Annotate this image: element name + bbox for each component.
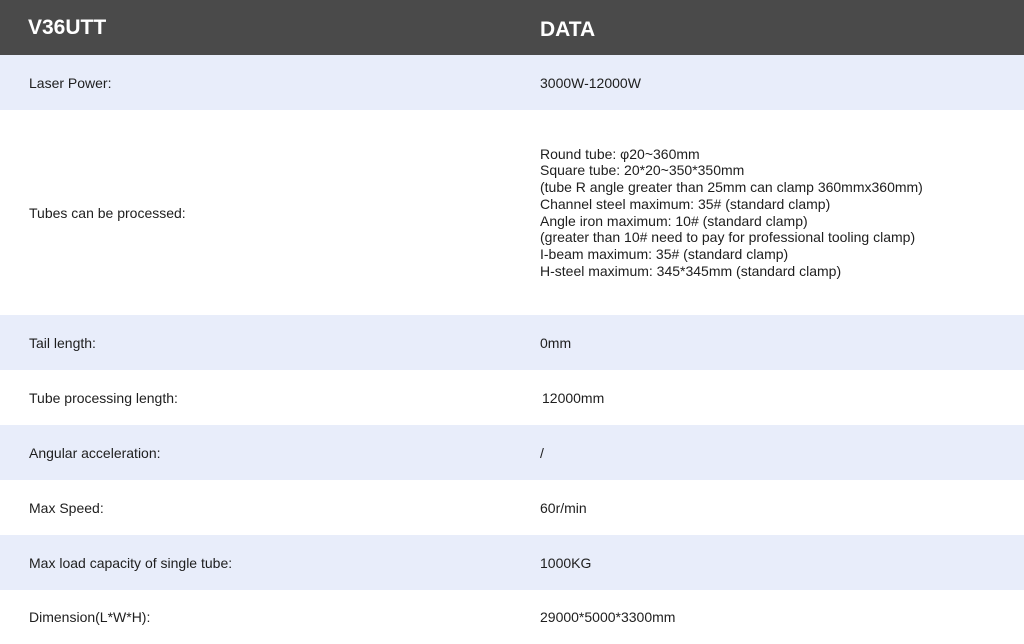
row-value-line: I-beam maximum: 35# (standard clamp) — [540, 246, 789, 263]
row-value: 0mm — [540, 334, 572, 351]
row-label: Max load capacity of single tube: — [29, 554, 233, 571]
row-value: / — [540, 444, 544, 461]
data-heading: DATA — [540, 18, 596, 41]
table-row — [0, 55, 1024, 110]
table-row — [0, 315, 1024, 370]
row-value: 60r/min — [540, 499, 587, 516]
table-row — [0, 110, 1024, 315]
row-value: 12000mm — [542, 389, 605, 406]
row-value-multiline — [540, 145, 923, 279]
row-value: 29000*5000*3300mm — [540, 609, 676, 625]
row-value-line: Round tube: φ20~360mm — [540, 145, 700, 162]
row-value-line: H-steel maximum: 345*345mm (standard clamp) — [540, 262, 842, 279]
row-value: 3000W-12000W — [540, 74, 641, 91]
table-row — [0, 480, 1024, 535]
row-value-line: Square tube: 20*20~350*350mm — [540, 162, 745, 179]
row-label: Tubes can be processed: — [29, 204, 186, 221]
row-value-line: (greater than 10# need to pay for professional tooling clamp) — [540, 229, 916, 246]
row-value: 1000KG — [540, 554, 592, 571]
row-value-line: (tube R angle greater than 25mm can clamp 360mmx360mm) — [540, 178, 923, 195]
table-header — [0, 0, 1024, 55]
row-label: Laser Power: — [29, 74, 112, 91]
row-value-line: Angle iron maximum: 10# (standard clamp) — [540, 212, 808, 229]
row-label: Dimension(L*W*H): — [29, 609, 151, 625]
row-label: Angular acceleration: — [29, 444, 161, 461]
row-label: Max Speed: — [29, 499, 104, 516]
table-row — [0, 590, 1024, 644]
table-row — [0, 535, 1024, 590]
row-label: Tail length: — [29, 334, 96, 351]
row-value-line: Channel steel maximum: 35# (standard clamp) — [540, 195, 831, 212]
table-row — [0, 370, 1024, 425]
row-label: Tube processing length: — [29, 389, 178, 406]
table-row — [0, 425, 1024, 480]
model-heading: V36UTT — [28, 16, 107, 39]
